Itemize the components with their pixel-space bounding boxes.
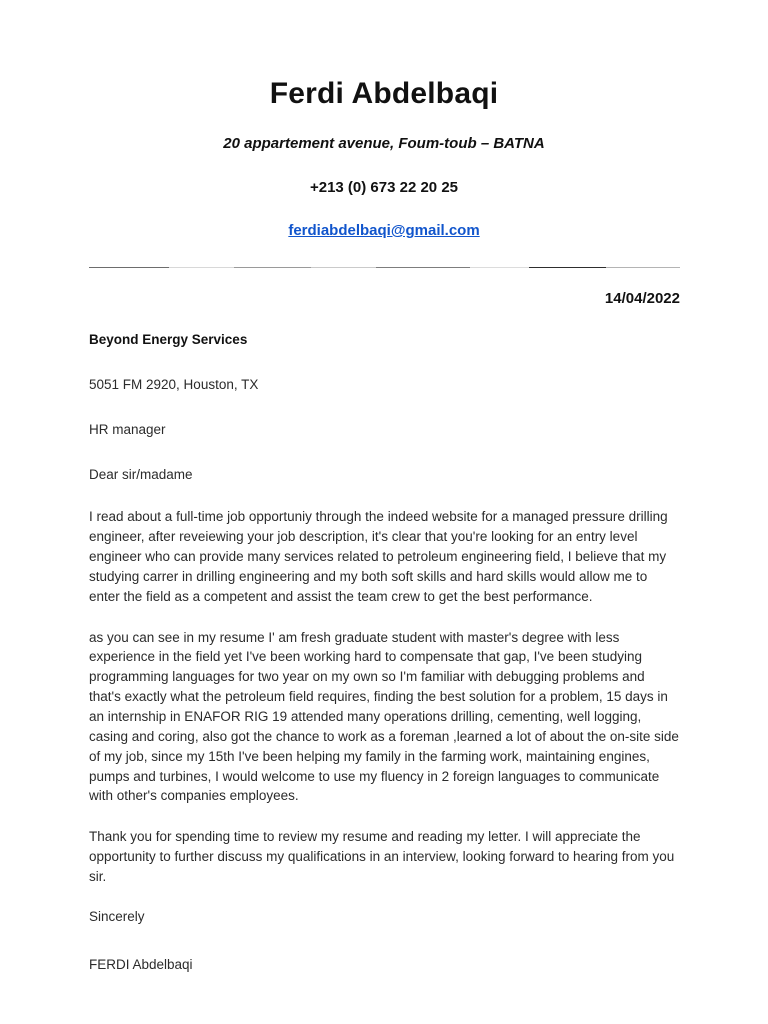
body-paragraph-3: Thank you for spending time to review my resume and reading my letter. I will appreciate the opportunity to further discuss my qualifications in an interview, looking forward to hearing from you sir. <box>89 829 675 884</box>
letter-date: 14/04/2022 <box>604 289 680 307</box>
recipient-address: 5051 FM 2920, Houston, TX <box>89 376 259 392</box>
rule-segment <box>311 267 376 268</box>
rule-segment <box>89 267 169 268</box>
rule-segment <box>606 267 680 268</box>
rule-segment <box>529 267 606 268</box>
closing-block <box>89 908 680 975</box>
signature-name: FERDI Abdelbaqi <box>89 956 193 972</box>
letter-body <box>89 507 680 886</box>
valediction: Sincerely <box>89 908 145 924</box>
rule-segment <box>376 267 471 268</box>
sender-email-link[interactable]: ferdiabdelbaqi@gmail.com <box>288 222 480 239</box>
sender-phone: +213 (0) 673 22 20 25 <box>309 178 459 196</box>
sender-address: 20 appartement avenue, Foum-toub – BATNA <box>223 135 545 152</box>
rule-segment <box>169 267 234 268</box>
rule-segment <box>470 267 529 268</box>
horizontal-rule <box>89 267 680 268</box>
body-paragraph-2: as you can see in my resume I' am fresh graduate student with master's degree with less experience in the field yet I've been working hard to compensate that gap, I've been studying programming languages for two year on my own so I'm familiar with debugging problems and that's exactly what the petroleum field requires, finding the best solution for a problem, 15 days in an internship in ENAFOR RIG 19 attended many operations drilling, cementing, well logging, casing and coring, also got the chance to work as a foreman ,learned a lot of about the on-site side of my job, since my 15th I've been helping my family in the farming work, maintaining engines, pumps and turbines, I would welcome to use my fluency in 2 foreign languages to communicate with other's companies employees. <box>89 629 679 804</box>
page-title: Ferdi Abdelbaqi <box>269 77 499 110</box>
salutation: Dear sir/madame <box>89 467 193 483</box>
letter-content <box>0 290 768 975</box>
sender-email-line <box>0 221 768 241</box>
recipient-company: Beyond Energy Services <box>89 331 248 347</box>
body-paragraph-1: I read about a full-time job opportuniy through the indeed website for a managed pressure drilling engineer, after reveiewing your job description, it's clear that you're looking for an entry level engineer who can provide many services related to petroleum engineering field, I believe that my studying carrer in drilling engineering and my both soft skills and hard skills would allow me to enter the field as a competent and assist the team crew to get the best performance. <box>89 509 668 604</box>
header-divider <box>0 267 768 268</box>
letterhead <box>0 0 768 241</box>
rule-segment <box>234 267 311 268</box>
recipient-attention: HR manager <box>89 421 166 437</box>
recipient-block <box>89 331 680 485</box>
